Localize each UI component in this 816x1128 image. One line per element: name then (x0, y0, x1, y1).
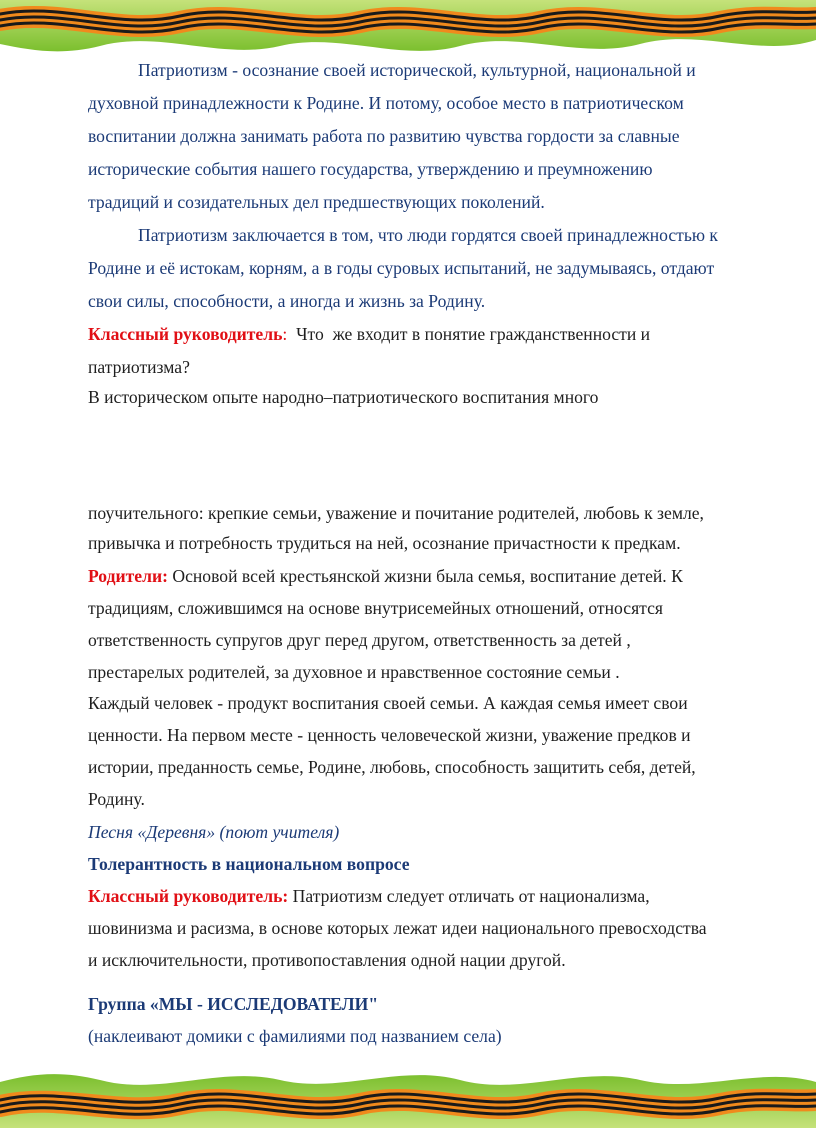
speaker-label: Классный руководитель (88, 324, 283, 344)
paragraph-line: воспитании должна занимать работа по развитию чувства гордости за славные (88, 126, 680, 146)
bottom-ribbon-border (0, 1048, 816, 1128)
paragraph-line: привычка и потребность трудиться на ней, осознание причастности к предкам. (88, 533, 681, 553)
paragraph-line: Родине и её истокам, корням, а в годы суровых испытаний, не задумываясь, отдают (88, 258, 715, 278)
group-heading: Группа «МЫ - ИССЛЕДОВАТЕЛИ" (88, 994, 379, 1014)
paragraph-line: истории, преданность семье, Родине, любовь, способность защитить себя, детей, (88, 757, 696, 777)
remark-text: Что же входит в понятие гражданственности и (287, 324, 651, 344)
paragraph-line: патриотизма? (88, 357, 190, 377)
teacher-remark-2 (88, 886, 650, 907)
parents-remark (88, 566, 683, 587)
paragraph-line: духовной принадлежности к Родине. И потому, особое место в патриотическом (88, 93, 684, 113)
paragraph-line: Патриотизм - осознание своей исторической, культурной, национальной и (138, 60, 696, 80)
paragraph-line: ответственность супругов друг перед другом, ответственность за детей , (88, 630, 631, 650)
paragraph-line: Каждый человек - продукт воспитания своей семьи. А каждая семья имеет свои (88, 693, 688, 713)
paragraph-line: Родину. (88, 789, 145, 809)
paragraph-line: традиций и созидательных дел предшествующих поколений. (88, 192, 545, 212)
section-heading: Толерантность в национальном вопросе (88, 854, 410, 874)
song-line: Песня «Деревня» (поют учителя) (88, 822, 340, 842)
remark-text: Основой всей крестьянской жизни была семья, воспитание детей. К (167, 566, 683, 586)
speaker-colon: : (282, 324, 288, 344)
remark-text: Патриотизм следует отличать от национализма, (288, 886, 650, 906)
ribbon-decoration (0, 1048, 816, 1128)
paragraph-line: свои силы, способности, а иногда и жизнь за Родину. (88, 291, 486, 311)
paragraph-line: престарелых родителей, за духовное и нравственное состояние семьи . (88, 662, 620, 682)
teacher-remark-1 (88, 324, 650, 345)
paragraph-line: В историческом опыте народно–патриотического воспитания много (88, 387, 599, 407)
paragraph-line: ценности. На первом месте - ценность человеческой жизни, уважение предков и (88, 725, 691, 745)
paragraph-line: шовинизма и расизма, в основе которых лежат идеи национального превосходства (88, 918, 707, 938)
paragraph-line: и исключительности, противопоставления одной нации другой. (88, 950, 566, 970)
paragraph-line: Патриотизм заключается в том, что люди гордятся своей принадлежностью к (138, 225, 718, 245)
paragraph-line: традициям, сложившимся на основе внутрисемейных отношений, относятся (88, 598, 663, 618)
paragraph-line: исторические события нашего государства, утверждению и преумножению (88, 159, 653, 179)
speaker-label: Родители: (88, 566, 168, 586)
speaker-label: Классный руководитель: (88, 886, 289, 906)
note-line: (наклеивают домики с фамилиями под названием села) (88, 1026, 502, 1046)
paragraph-line: поучительного: крепкие семьи, уважение и почитание родителей, любовь к земле, (88, 503, 704, 523)
